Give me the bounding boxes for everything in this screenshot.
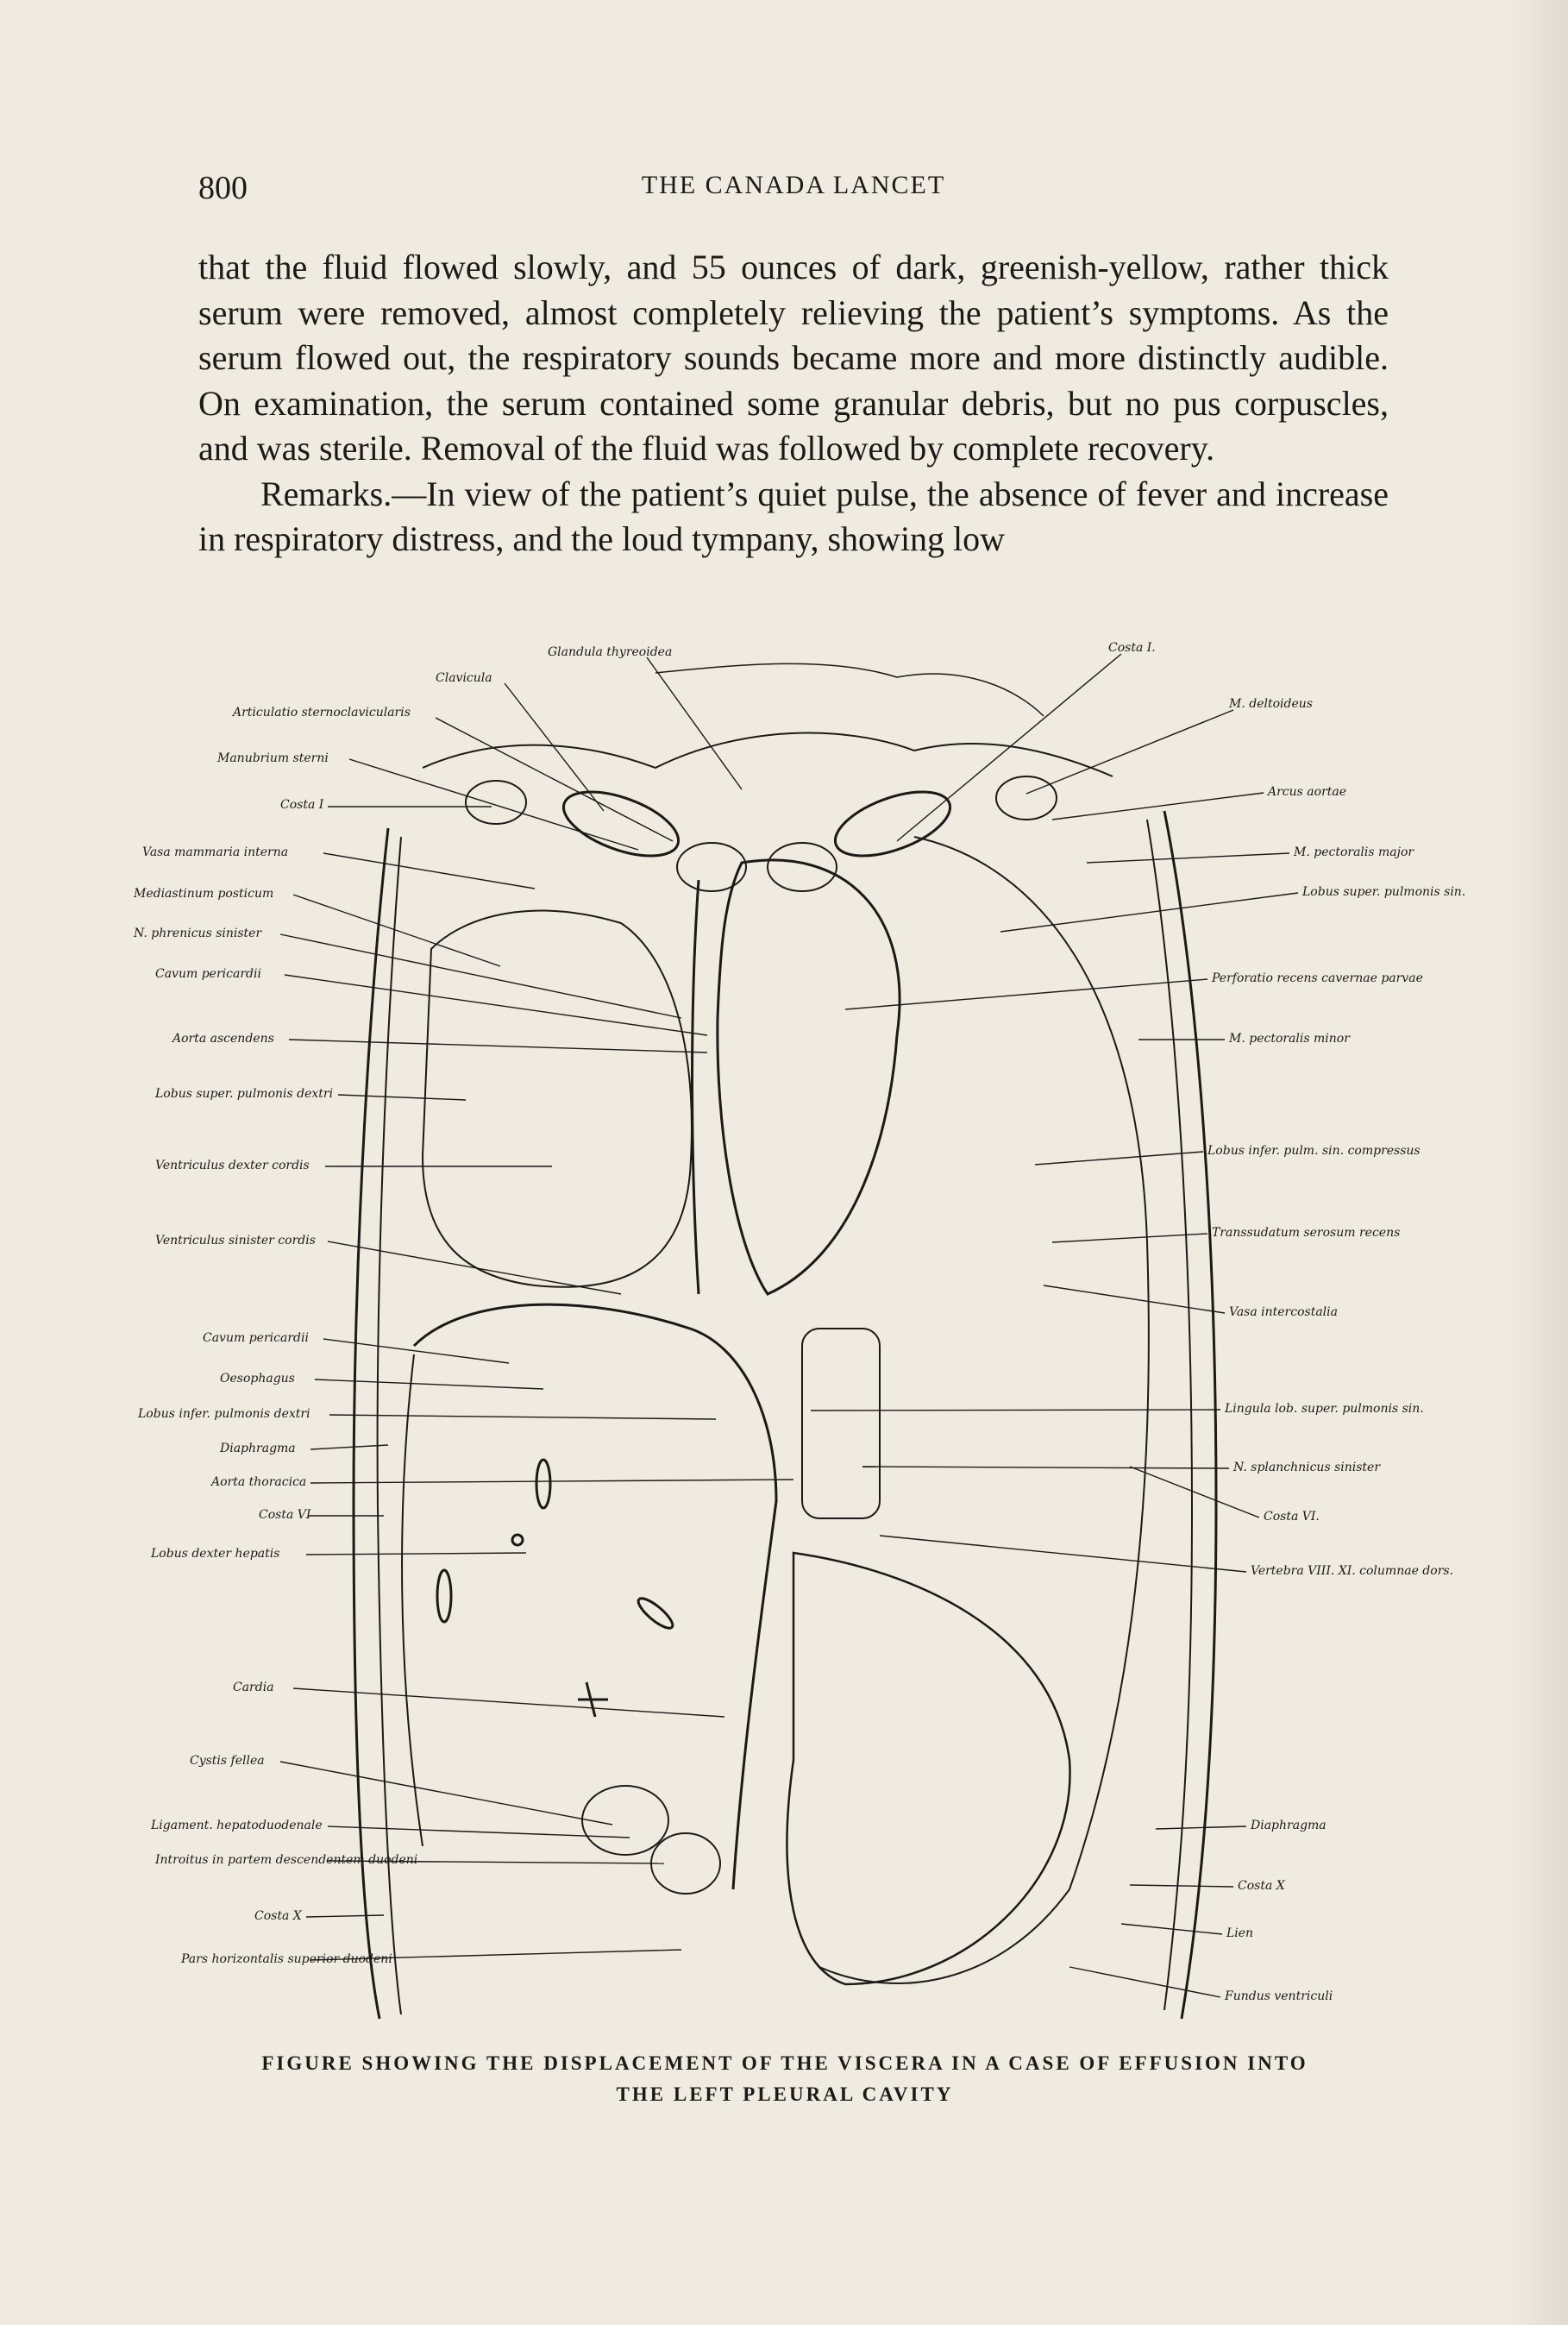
label-right-9: Lingula lob. super. pulmonis sin.: [1225, 1402, 1424, 1416]
label-left-5: N. phrenicus sinister: [134, 927, 262, 940]
heart-mass: [718, 860, 900, 1294]
label-left-21: Introitus in partem descendentem duodeni: [155, 1853, 418, 1867]
running-header: [198, 169, 1389, 204]
anatomical-figure: [134, 638, 1466, 2036]
label-left-6: Cavum pericardii: [155, 967, 261, 981]
label-left-13: Lobus infer. pulmonis dextri: [138, 1407, 310, 1421]
right-lung: [423, 911, 692, 1287]
label-left-14: Diaphragma: [220, 1442, 296, 1455]
label-left-18: Cardia: [233, 1681, 274, 1694]
page-edge-shadow: [1508, 0, 1568, 2325]
mediastinum-line: [693, 880, 699, 1294]
label-clavicula: Clavicula: [436, 671, 492, 685]
label-right-3: Lobus super. pulmonis sin.: [1302, 885, 1466, 899]
page-number: 800: [198, 170, 248, 206]
label-left-4: Mediastinum posticum: [134, 887, 274, 901]
label-right-4: Perforatio recens cavernae parvae: [1212, 971, 1423, 985]
label-costa-i-top: Costa I.: [1108, 641, 1156, 655]
label-left-9: Ventriculus dexter cordis: [155, 1159, 310, 1172]
label-left-23: Pars horizontalis superior duodeni: [181, 1952, 392, 1966]
label-right-12: Vertebra VIII. XI. columnae dors.: [1251, 1564, 1454, 1578]
stomach: [787, 1553, 1070, 1984]
paragraph-1: that the fluid flowed slowly, and 55 ounces of dark, greenish-yellow, rather thick serum were removed, almost completely relieving the patient’s symptoms. As the serum flowed out, the respiratory sounds became more and more distinctly audible. On examination, the serum contained some granular debris, but no pus corpuscles, and was sterile. Removal of the fluid was followed by complete recovery.: [198, 248, 1389, 468]
label-left-22: Costa X: [254, 1909, 302, 1923]
caption-line-2: THE LEFT PLEURAL CAVITY: [616, 2083, 954, 2105]
gall-bladder: [582, 1786, 668, 1855]
label-right-7: Transsudatum serosum recens: [1212, 1226, 1401, 1240]
label-right-5: M. pectoralis minor: [1229, 1032, 1350, 1046]
label-right-1: Arcus aortae: [1268, 785, 1347, 799]
label-right-6: Lobus infer. pulm. sin. compressus: [1207, 1144, 1421, 1158]
label-right-15: Lien: [1226, 1926, 1254, 1940]
liver-edge: [402, 1354, 423, 1846]
label-left-20: Ligament. hepatoduodenale: [151, 1819, 323, 1832]
label-left-3: Vasa mammaria interna: [142, 845, 289, 859]
label-right-14: Costa X: [1238, 1879, 1285, 1893]
torso-outline: [354, 663, 1216, 2019]
label-left-16: Costa VI: [259, 1508, 311, 1522]
paragraph-2: Remarks.—In view of the patient’s quiet pulse, the absence of fever and increase in respiratory distress, and the loud tympany, showing low: [198, 474, 1389, 558]
label-right-10: N. splanchnicus sinister: [1233, 1461, 1381, 1474]
label-left-2: Costa I: [280, 798, 324, 812]
label-left-17: Lobus dexter hepatis: [151, 1547, 280, 1561]
body-text: [198, 245, 1389, 562]
label-right-13: Diaphragma: [1251, 1819, 1327, 1832]
label-right-8: Vasa intercostalia: [1229, 1305, 1338, 1319]
liver-vessels: [437, 1460, 676, 1717]
label-right-11: Costa VI.: [1264, 1510, 1320, 1524]
label-left-12: Oesophagus: [220, 1372, 295, 1386]
anatomical-drawing: [134, 638, 1466, 2036]
label-left-11: Cavum pericardii: [203, 1331, 309, 1345]
labels-right: [811, 785, 1465, 2003]
label-right-16: Fundus ventriculi: [1225, 1989, 1333, 2003]
label-articulatio-sternoclavicularis: Articulatio sternoclavicularis: [233, 706, 411, 719]
clavicles: [466, 776, 1057, 891]
label-left-1: Manubrium sterni: [217, 751, 329, 765]
labels-top: [231, 641, 1313, 841]
label-glandula-thyreoidea: Glandula thyreoidea: [548, 645, 673, 659]
label-right-2: M. pectoralis major: [1294, 845, 1414, 859]
journal-title: THE CANADA LANCET: [641, 171, 946, 199]
label-left-19: Cystis fellea: [190, 1754, 265, 1768]
label-left-15: Aorta thoracica: [211, 1475, 307, 1489]
caption-line-1: FIGURE SHOWING THE DISPLACEMENT OF THE VISCERA IN A CASE OF EFFUSION INTO: [261, 2052, 1308, 2074]
diaphragm: [414, 1304, 776, 1889]
label-left-7: Aorta ascendens: [172, 1032, 274, 1046]
label-m-deltoideus: M. deltoideus: [1229, 697, 1313, 711]
label-left-8: Lobus super. pulmonis dextri: [155, 1087, 334, 1101]
vertebral-column: [802, 1329, 880, 1518]
label-left-10: Ventriculus sinister cordis: [155, 1234, 316, 1247]
figure-caption: [172, 2048, 1397, 2110]
